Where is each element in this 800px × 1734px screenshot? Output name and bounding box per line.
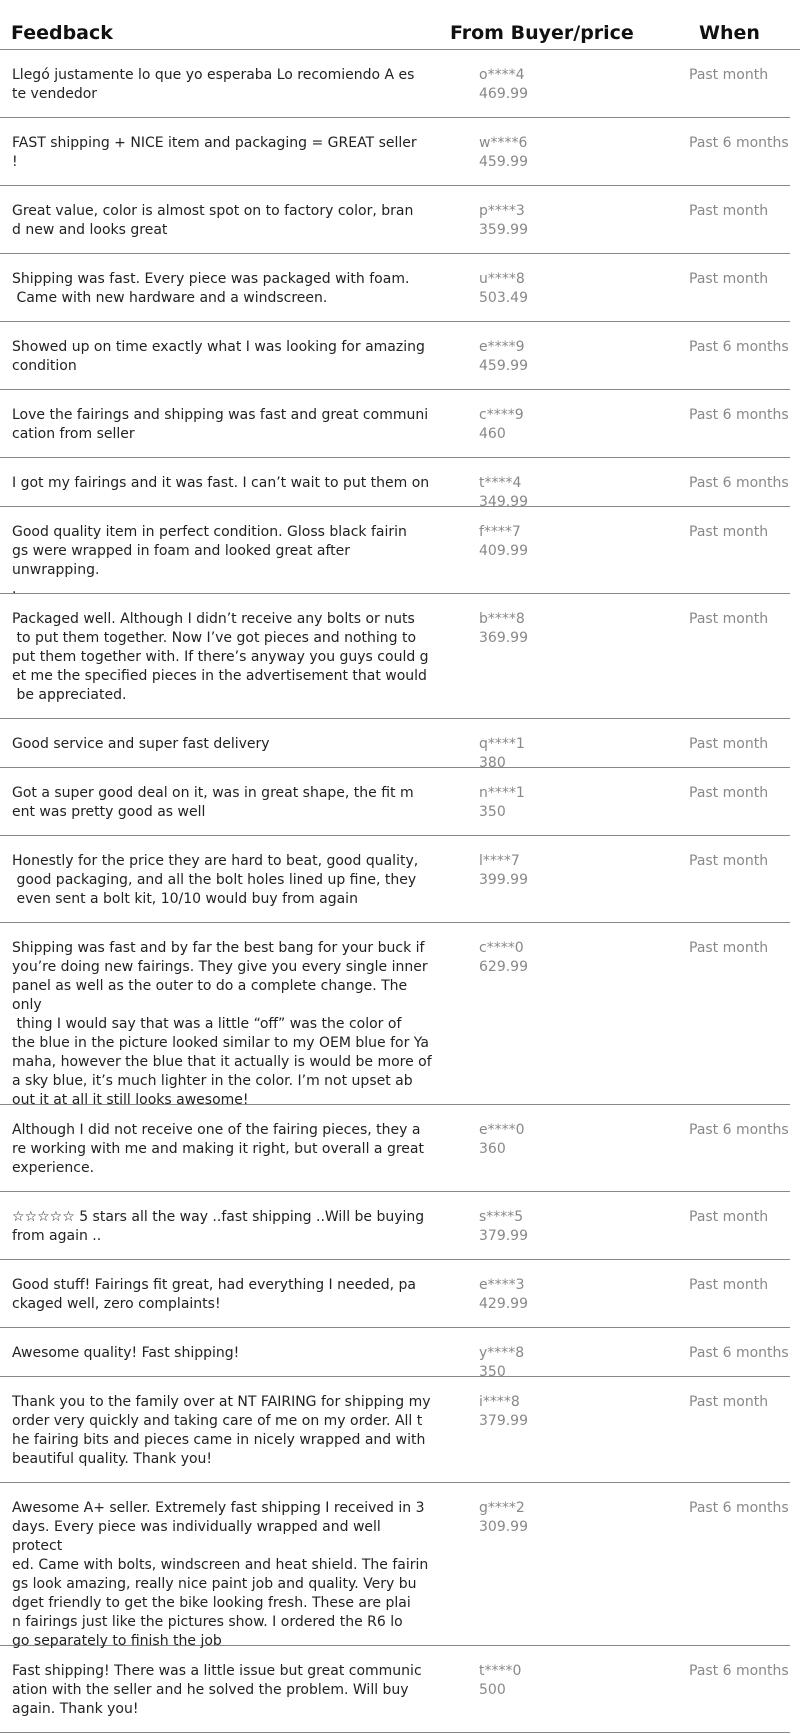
- feedback-time: Past month: [689, 1394, 769, 1410]
- feedback-text: Fast shipping! There was a little issue but great communic ation with the seller and he solved the problem. Will buy again. Thank you!: [12, 1663, 422, 1717]
- feedback-text: Showed up on time exactly what I was looking for amazing condition: [12, 339, 425, 374]
- price: 379.99: [479, 1413, 528, 1429]
- feedback-text: FAST shipping + NICE item and packaging = GREAT seller !: [12, 135, 417, 170]
- feedback-time: Past 6 months: [689, 135, 789, 151]
- feedback-row: [0, 322, 790, 390]
- price: 503.49: [479, 290, 528, 306]
- feedback-time: Past 6 months: [689, 1122, 789, 1138]
- feedback-text: Good stuff! Fairings fit great, had everything I needed, pa ckaged well, zero complaints!: [12, 1277, 416, 1312]
- feedback-text: I got my fairings and it was fast. I can’t wait to put them on: [12, 475, 430, 491]
- price: 459.99: [479, 154, 528, 170]
- feedback-list: [0, 50, 790, 1733]
- feedback-time: Past month: [689, 611, 769, 627]
- buyer-name: e****9: [479, 339, 525, 355]
- feedback-table-header: [0, 0, 800, 50]
- buyer-info: [479, 523, 528, 561]
- buyer-info: [479, 1121, 525, 1159]
- feedback-time: Past month: [689, 940, 769, 956]
- feedback-time: Past month: [689, 1209, 769, 1225]
- feedback-text: Shipping was fast and by far the best bang for your buck if you’re doing new fairings. They give you every single inner panel as well as the outer to do a complete change. The only thing I would say that was a little “off” was the color of the blue in the picture looked similar to my OEM blue for Ya maha, however the blue that it actually is would be more of a sky blue, it’s much lighter in the color. I’m not upset ab out it at all it still looks awesome!: [12, 940, 432, 1108]
- feedback-row: [0, 1646, 790, 1733]
- feedback-text: Got a super good deal on it, was in great shape, the fit m ent was pretty good as well: [12, 785, 414, 820]
- feedback-row: [0, 186, 790, 254]
- buyer-name: c****9: [479, 407, 524, 423]
- buyer-info: [479, 338, 528, 376]
- price: 360: [479, 1141, 506, 1157]
- buyer-name: l****7: [479, 853, 520, 869]
- feedback-text: Good service and super fast delivery: [12, 736, 270, 752]
- buyer-name: e****0: [479, 1122, 525, 1138]
- column-header-buyer-price: From Buyer/price: [450, 22, 634, 44]
- buyer-info: [479, 1276, 528, 1314]
- feedback-text: ☆☆☆☆☆ 5 stars all the way ..fast shipping ..Will be buying from again ..: [12, 1209, 425, 1244]
- feedback-text: Love the fairings and shipping was fast and great communi cation from seller: [12, 407, 429, 442]
- price: 460: [479, 426, 506, 442]
- feedback-row: [0, 458, 790, 510]
- buyer-name: y****8: [479, 1345, 525, 1361]
- feedback-text: Although I did not receive one of the fairing pieces, they a re working with me and making it right, but overall a great experience.: [12, 1122, 424, 1176]
- feedback-time: Past month: [689, 736, 769, 752]
- buyer-name: n****1: [479, 785, 525, 801]
- price: 469.99: [479, 86, 528, 102]
- price: 369.99: [479, 630, 528, 646]
- buyer-info: [479, 939, 528, 977]
- feedback-text: Great value, color is almost spot on to factory color, bran d new and looks great: [12, 203, 414, 238]
- feedback-row: [0, 1377, 790, 1483]
- price: 309.99: [479, 1519, 528, 1535]
- buyer-info: [479, 270, 528, 308]
- price: 629.99: [479, 959, 528, 975]
- column-header-when: When: [699, 22, 760, 44]
- feedback-row: [0, 1105, 790, 1192]
- buyer-name: b****8: [479, 611, 525, 627]
- buyer-info: [479, 1662, 521, 1700]
- feedback-time: Past 6 months: [689, 1500, 789, 1516]
- buyer-name: q****1: [479, 736, 525, 752]
- feedback-row: [0, 50, 790, 118]
- feedback-row: [0, 594, 790, 719]
- buyer-info: [479, 784, 525, 822]
- feedback-time: Past 6 months: [689, 475, 789, 491]
- price: 500: [479, 1682, 506, 1698]
- buyer-name: o****4: [479, 67, 525, 83]
- feedback-time: Past 6 months: [689, 339, 789, 355]
- buyer-info: [479, 1208, 528, 1246]
- price: 429.99: [479, 1296, 528, 1312]
- feedback-text: Thank you to the family over at NT FAIRING for shipping my order very quickly and taking care of me on my order. All t he fairing bits and pieces came in nicely wrapped and with beautiful quality. Thank you!: [12, 1394, 431, 1467]
- feedback-row: [0, 1192, 790, 1260]
- feedback-text: Llegó justamente lo que yo esperaba Lo recomiendo A es te vendedor: [12, 67, 415, 102]
- feedback-row: [0, 118, 790, 186]
- buyer-name: u****8: [479, 271, 525, 287]
- feedback-row: [0, 1260, 790, 1328]
- buyer-name: i****8: [479, 1394, 520, 1410]
- price: 380: [479, 755, 506, 771]
- buyer-info: [479, 202, 528, 240]
- feedback-text: Packaged well. Although I didn’t receive any bolts or nuts to put them together. Now I’ve got pieces and nothing to put them together with. If there’s anyway you guys could g et me the specified pieces in the advertisement that would be appreciated.: [12, 611, 429, 703]
- feedback-text: Awesome quality! Fast shipping!: [12, 1345, 240, 1361]
- feedback-row: [0, 507, 790, 597]
- buyer-name: f****7: [479, 524, 521, 540]
- feedback-time: Past month: [689, 1277, 769, 1293]
- buyer-name: c****0: [479, 940, 524, 956]
- price: 350: [479, 804, 506, 820]
- buyer-info: [479, 1499, 528, 1537]
- feedback-time: Past month: [689, 785, 769, 801]
- buyer-name: s****5: [479, 1209, 524, 1225]
- feedback-text: Honestly for the price they are hard to beat, good quality, good packaging, and all the bolt holes lined up fine, they even sent a bolt kit, 10/10 would buy from again: [12, 853, 419, 907]
- feedback-time: Past 6 months: [689, 1345, 789, 1361]
- feedback-row: [0, 1328, 790, 1380]
- price: 459.99: [479, 358, 528, 374]
- buyer-info: [479, 406, 524, 444]
- feedback-row: [0, 1483, 790, 1649]
- price: 349.99: [479, 494, 528, 510]
- feedback-time: Past month: [689, 524, 769, 540]
- feedback-text: Good quality item in perfect condition. Gloss black fairin gs were wrapped in foam and looked great after unwrapping. .: [12, 524, 407, 597]
- price: 399.99: [479, 872, 528, 888]
- buyer-info: [479, 1393, 528, 1431]
- feedback-text: Awesome A+ seller. Extremely fast shipping I received in 3 days. Every piece was individually wrapped and well protect ed. Came with bolts, windscreen and heat shield. The fairin gs look amazing, really nice paint job and quality. Very bu dget friendly to get the bike looking fresh. These are plai n fairings just like the pictures show. I ordered the R6 lo go separately to finish the job: [12, 1500, 429, 1649]
- buyer-name: t****0: [479, 1663, 522, 1679]
- buyer-info: [479, 66, 528, 104]
- feedback-time: Past 6 months: [689, 1663, 789, 1679]
- price: 379.99: [479, 1228, 528, 1244]
- feedback-row: [0, 254, 790, 322]
- feedback-time: Past month: [689, 203, 769, 219]
- buyer-name: e****3: [479, 1277, 525, 1293]
- feedback-row: [0, 768, 790, 836]
- buyer-name: g****2: [479, 1500, 525, 1516]
- price: 409.99: [479, 543, 528, 559]
- feedback-time: Past month: [689, 853, 769, 869]
- buyer-info: [479, 610, 528, 648]
- feedback-row: [0, 923, 790, 1108]
- buyer-info: [479, 852, 528, 890]
- feedback-time: Past month: [689, 271, 769, 287]
- feedback-time: Past month: [689, 67, 769, 83]
- feedback-time: Past 6 months: [689, 407, 789, 423]
- buyer-name: p****3: [479, 203, 525, 219]
- price: 350: [479, 1364, 506, 1380]
- buyer-info: [479, 134, 528, 172]
- feedback-row: [0, 719, 790, 771]
- feedback-text: Shipping was fast. Every piece was packaged with foam. Came with new hardware and a windscreen.: [12, 271, 410, 306]
- feedback-row: [0, 390, 790, 458]
- feedback-row: [0, 836, 790, 923]
- column-header-feedback: Feedback: [11, 22, 113, 44]
- buyer-name: w****6: [479, 135, 528, 151]
- buyer-name: t****4: [479, 475, 522, 491]
- price: 359.99: [479, 222, 528, 238]
